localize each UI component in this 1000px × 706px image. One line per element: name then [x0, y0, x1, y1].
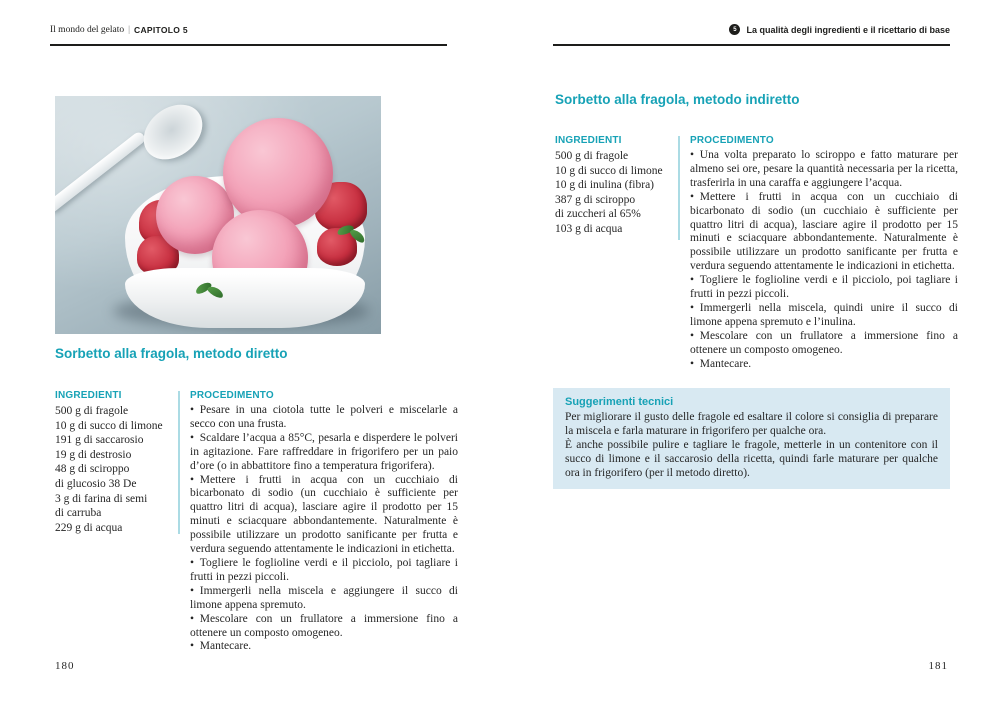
procedure-steps [190, 404, 458, 654]
ingredients-label: INGREDIENTI [555, 135, 622, 146]
tips-title: Suggerimenti tecnici [565, 396, 674, 408]
procedure-column-right [690, 135, 958, 372]
procedure-step: • Una volta preparato lo sciroppo e fatto maturare per almeno sei ore, pesare la quantità necessaria per la ricetta, trasferirla in una caraffa e aggiungere l’acqua. [690, 149, 958, 191]
chapter-label: CAPITOLO 5 [134, 25, 188, 35]
ingredient-line: 103 g di acqua [555, 222, 623, 235]
ingredient-line: di carruba [55, 507, 102, 520]
spoon-handle [55, 130, 147, 215]
strawberry-sorbet-photo [55, 96, 381, 334]
ingredient-line: 10 g di succo di limone [555, 164, 663, 177]
procedure-column-left [190, 390, 458, 654]
recipe-title-indirect: Sorbetto alla fragola, metodo indiretto [555, 92, 800, 107]
tips-body [565, 410, 938, 480]
page-number-right: 181 [928, 660, 948, 672]
ingredients-list [55, 404, 177, 535]
procedure-step: • Mantecare. [190, 640, 458, 654]
header-separator: | [128, 25, 131, 35]
running-head-left [50, 0, 447, 46]
section-title: La qualità degli ingredienti e il ricettario di base [746, 25, 950, 35]
procedure-step: • Mantecare. [690, 358, 958, 372]
procedure-step: • Immergerli nella miscela e aggiungere il succo di limone appena spremuto. [190, 585, 458, 613]
column-divider [678, 136, 680, 240]
ingredient-line: 387 g di sciroppo [555, 193, 636, 206]
procedure-label: PROCEDIMENTO [190, 390, 274, 401]
procedure-step: • Scaldare l’acqua a 85°C, pesarla e disperdere le polveri in agitazione. Fare raffreddare in frigorifero per un paio d’ore (o in abbattitore fino a temperatura frigorifera). [190, 432, 458, 474]
procedure-step: • Pesare in una ciotola tutte le polveri e miscelarle a secco con una frusta. [190, 404, 458, 432]
ingredient-line: 19 g di destrosio [55, 448, 132, 461]
running-head-right [553, 0, 950, 46]
ingredients-list [555, 149, 677, 237]
tips-paragraph: Per migliorare il gusto delle fragole ed esaltare il colore si consiglia di preparare la miscela e farla maturare in frigorifero per qualche ora. [565, 411, 938, 437]
ingredient-line: 500 g di fragole [555, 150, 629, 162]
procedure-step: • Togliere le foglioline verdi e il picciolo, poi tagliare i frutti in pezzi piccoli. [690, 274, 958, 302]
sorbet-scoop [223, 118, 333, 228]
technical-tips-box [553, 388, 950, 489]
recipe-title-direct: Sorbetto alla fragola, metodo diretto [55, 346, 288, 361]
spoon-icon [133, 96, 213, 171]
chapter-badge-icon: 5 [729, 24, 740, 35]
ingredients-label: INGREDIENTI [55, 390, 122, 401]
procedure-step: • Mescolare con un frullatore a immersione fino a ottenere un composto omogeneo. [690, 330, 958, 358]
ingredients-column-right [555, 135, 677, 237]
ingredient-line: 500 g di fragole [55, 405, 129, 417]
ingredient-line: 10 g di inulina (fibra) [555, 179, 655, 192]
ingredients-column-left [55, 390, 177, 535]
procedure-step: • Mettere i frutti in acqua con un cucchiaio di bicarbonato di sodio (un cucchiaio è sufficiente per quattro litri di acqua), lasciare agire il prodotto per 15 minuti e sciacquare abbondantemente. Naturalmente è possibile utilizzare un prodotto sanificante per frutta e verdura seguendo attentamente le indicazioni in etichetta. [190, 474, 458, 557]
ingredient-line: di zuccheri al 65% [555, 208, 641, 221]
ingredient-line: 191 g di saccarosio [55, 434, 144, 447]
ingredient-line: 229 g di acqua [55, 521, 123, 534]
book-title: Il mondo del gelato [50, 25, 125, 35]
page-number-left: 180 [55, 660, 75, 672]
column-divider [178, 391, 180, 534]
procedure-step: • Mescolare con un frullatore a immersione fino a ottenere un composto omogeneo. [190, 613, 458, 641]
procedure-step: • Mettere i frutti in acqua con un cucchiaio di bicarbonato di sodio (un cucchiaio è sufficiente per quattro litri di acqua), lasciare agire il prodotto per 15 minuti e sciacquare abbondantemente. Naturalmente è possibile utilizzare un prodotto sanificante per frutta e verdura seguendo attentamente le indicazioni in etichetta. [690, 191, 958, 274]
procedure-step: • Togliere le foglioline verdi e il picciolo, poi tagliare i frutti in pezzi piccoli. [190, 557, 458, 585]
procedure-label: PROCEDIMENTO [690, 135, 774, 146]
procedure-steps [690, 149, 958, 372]
ingredient-line: 3 g di farina di semi [55, 492, 148, 505]
bowl-rim [125, 268, 365, 328]
procedure-step: • Immergerli nella miscela, quindi unire il succo di limone appena spremuto e l’inulina. [690, 302, 958, 330]
ingredient-line: di glucosio 38 De [55, 477, 137, 490]
ingredient-line: 48 g di sciroppo [55, 463, 130, 476]
ingredient-line: 10 g di succo di limone [55, 419, 163, 432]
tips-paragraph: È anche possibile pulire e tagliare le fragole, metterle in un contenitore con il succo di limone e il saccarosio della ricetta, quindi farle maturare per qualche ora in frigorifero (per il metodo diretto). [565, 439, 938, 479]
